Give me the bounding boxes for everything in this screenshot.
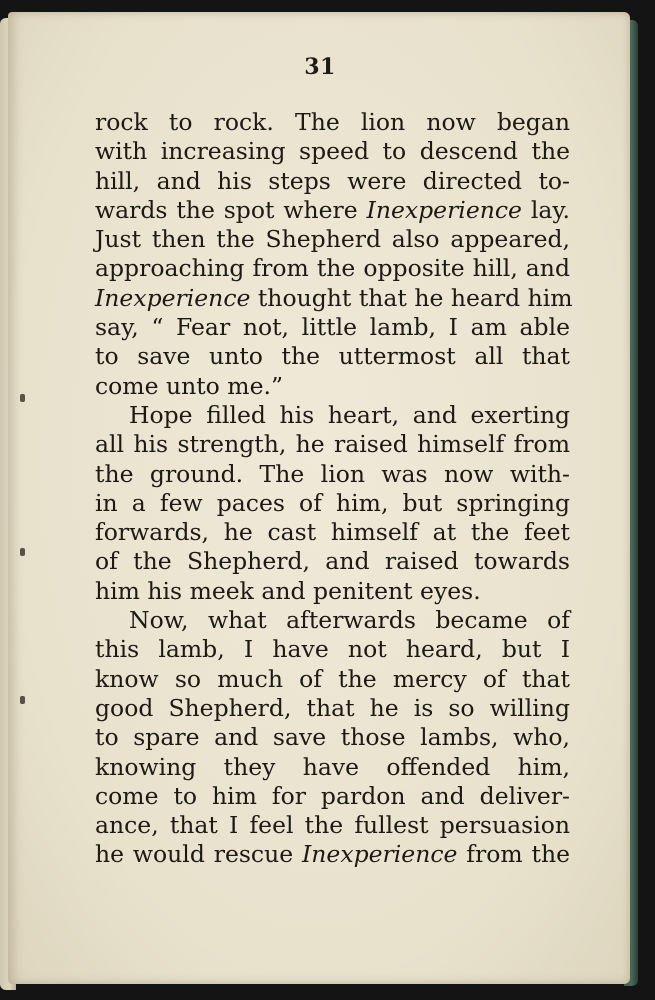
- text-line: [95, 489, 570, 518]
- text-segment: knowing they have offended him,: [95, 752, 570, 781]
- text-line: [95, 225, 570, 254]
- text-line: [95, 108, 570, 137]
- text-line: [95, 635, 570, 664]
- text-line: [95, 811, 570, 840]
- text-segment: lay.: [521, 195, 570, 224]
- text-line: [95, 137, 570, 166]
- text-segment: of the Shepherd, and raised towards: [95, 547, 570, 576]
- text-segment: Now, what afterwards became of: [129, 606, 570, 635]
- text-line: [95, 283, 573, 313]
- text-line: [95, 401, 570, 430]
- text-line: [95, 372, 570, 401]
- italic-text: Inexperience: [302, 840, 458, 869]
- text-line: [95, 840, 570, 869]
- text-line: [95, 694, 570, 723]
- body-text: [95, 108, 573, 870]
- text-line: [95, 577, 570, 606]
- page-number: 31: [304, 54, 336, 80]
- text-segment: hill, and his steps were directed to-: [95, 166, 570, 195]
- text-line: [95, 782, 570, 811]
- text-line: [95, 196, 570, 225]
- text-line: [95, 723, 570, 752]
- text-segment: approaching from the opposite hill, and: [95, 254, 570, 283]
- binding-stitch-mark: [20, 394, 25, 402]
- text-segment: to spare and save those lambs, who,: [95, 723, 570, 752]
- text-line: [95, 606, 570, 635]
- text-segment: in a few paces of him, but springing: [95, 488, 570, 517]
- text-segment: the ground. The lion was now with-: [95, 459, 570, 488]
- text-segment: wards the spot where: [95, 195, 367, 224]
- text-segment: come to him for pardon and deliver-: [95, 781, 570, 810]
- text-line: [95, 547, 570, 576]
- text-segment: ance, that I feel the fullest persuasion: [95, 811, 570, 840]
- text-segment: Just then the Shepherd also appeared,: [95, 225, 570, 254]
- text-line: [95, 518, 570, 547]
- text-segment: know so much of the mercy of that: [95, 664, 570, 693]
- text-line: [95, 460, 570, 489]
- text-segment: rock to rock. The lion now began: [95, 108, 570, 136]
- text-line: [95, 167, 570, 196]
- text-line: [95, 342, 570, 371]
- text-segment: say, “ Fear not, little lamb, I am able: [95, 313, 570, 342]
- italic-text: Inexperience: [366, 195, 522, 224]
- italic-text: Inexperience: [95, 283, 251, 312]
- text-segment: he would rescue: [95, 840, 303, 869]
- text-line: [95, 665, 570, 694]
- binding-stitch-mark: [20, 696, 25, 704]
- binding-stitch-mark: [20, 548, 25, 556]
- text-segment: all his strength, he raised himself from: [95, 430, 570, 459]
- text-line: [95, 254, 570, 283]
- text-segment: forwards, he cast himself at the feet: [95, 518, 570, 547]
- text-segment: thought that he heard him: [250, 283, 573, 312]
- text-segment: this lamb, I have not heard, but I: [95, 635, 570, 664]
- text-segment: good Shepherd, that he is so willing: [95, 693, 570, 722]
- text-line: [95, 753, 570, 782]
- text-segment: come unto me.”: [95, 371, 283, 400]
- text-segment: to save unto the uttermost all that: [95, 342, 570, 371]
- text-segment: from the: [457, 840, 570, 869]
- text-line: [95, 430, 570, 459]
- text-segment: him his meek and penitent eyes.: [95, 576, 481, 605]
- text-segment: with increasing speed to descend the: [95, 137, 570, 166]
- text-segment: Hope filled his heart, and exerting: [129, 400, 570, 429]
- text-line: [95, 313, 570, 342]
